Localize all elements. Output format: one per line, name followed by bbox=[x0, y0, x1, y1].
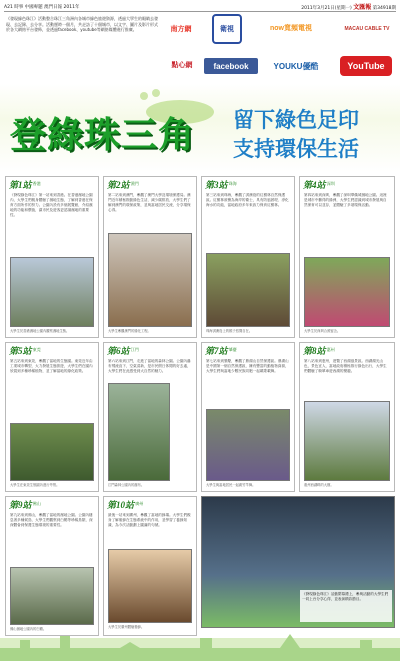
header-date: 2011年3月21日(星期一) 文匯報 第34918期 bbox=[301, 4, 396, 11]
stop-label-9: 第9站 佛山 bbox=[9, 499, 41, 510]
stop-label-1: 第1站 香港 bbox=[9, 179, 41, 190]
stop-label-3: 第3站 珠海 bbox=[205, 179, 237, 190]
stop-text-8: 第八站來到惠州，遊覽了西湖風景區。西湖湖光山色，景色宜人，當地政府積極推行綠色出行，大學生們體驗了騎單車遊西湖的樂趣。 bbox=[304, 359, 387, 373]
stop-card-6 bbox=[103, 342, 197, 492]
stop-caption-3: 珠海淇澳島上的猴子悠閒自在。 bbox=[206, 329, 253, 333]
city-skyline-icon bbox=[0, 626, 400, 661]
stop-card-4 bbox=[299, 176, 395, 338]
banner-subtitle: 留下綠色足印 支持環保生活 bbox=[233, 108, 359, 161]
stop-photo-4 bbox=[304, 257, 390, 327]
logo-facebook: facebook bbox=[204, 58, 258, 74]
stop-caption-2: 大學生參觀澳門的綠化工程。 bbox=[108, 329, 151, 333]
stop-text-4: 第四站來到深圳，參觀了深圳華僑城濕地公園。這裡是城市中難得的綠洲，大學生們認識到城市發展與自然保育可以並存，並體驗了多項環保活動。 bbox=[304, 193, 387, 207]
stop-card-7 bbox=[201, 342, 295, 492]
stop-card-10 bbox=[103, 496, 197, 636]
masthead: 文匯報 bbox=[353, 4, 372, 11]
stop-photo-7 bbox=[206, 409, 290, 481]
stop-caption-6: 江門森林公園內的瀑布。 bbox=[108, 483, 145, 487]
logo-dimsum: 點心網 bbox=[171, 62, 193, 69]
page-header bbox=[4, 3, 396, 12]
stop-label-6: 第6站 江門 bbox=[107, 345, 139, 356]
stop-label-10: 第10站 廣州 bbox=[107, 499, 144, 510]
stop-label-8: 第8站 惠州 bbox=[303, 345, 335, 356]
stop-caption-1: 大學生於香港濕地公園內觀察濕地生態。 bbox=[10, 329, 70, 333]
stop-photo-8 bbox=[304, 401, 390, 481]
stop-photo-10 bbox=[108, 549, 192, 623]
section-label: A21 時事 中國專題 澳門日報 2011年 bbox=[4, 5, 80, 10]
stop-text-7: 第七站來到肇慶，參觀了鼎湖山自然保護區。鼎湖山是中國第一個自然保護區，擁有豐富的動植物資源，大學生們與當地少數民族同胞一起載歌載舞。 bbox=[206, 359, 289, 373]
stop-text-6: 第六站來到江門，走進了當地的森林公園。公園內瀑布飛流直下，空氣清新，是市民假日休閒的好去處，大學生們在此感受到大自然的魅力。 bbox=[108, 359, 191, 373]
logo-tv: 衛視 bbox=[212, 14, 242, 44]
logo-now: now寬頻電視 bbox=[270, 25, 312, 32]
stop-label-7: 第7站 肇慶 bbox=[205, 345, 237, 356]
stop-label-5: 第5站 東莞 bbox=[9, 345, 41, 356]
stop-photo-1 bbox=[10, 257, 94, 327]
stop-photo-3 bbox=[206, 253, 290, 327]
stop-caption-5: 大學生在東莞生態園內進行考察。 bbox=[10, 483, 60, 487]
stop-card-3 bbox=[201, 176, 295, 338]
stop-photo-6 bbox=[108, 383, 170, 481]
stop-label-2: 第2站 澳門 bbox=[107, 179, 139, 190]
stop-caption-10: 大學生於廣州體驗養蜂。 bbox=[108, 625, 145, 629]
stop-card-8 bbox=[299, 342, 395, 492]
banner-title: 登綠珠三角 bbox=[10, 115, 196, 156]
stop-caption-4: 大學生於深圳合照留念。 bbox=[304, 329, 341, 333]
stop-text-1: 《發現綠色珠江》第一站來到香港。在香港濕地公園內，大學生們親身體驗了濕地生態，了解到香港在保育方面所作的努力。公園內設有多個展覽館，介紹濕地的功能和價值，讓市民及遊客更認識濕地的重要性。 bbox=[10, 193, 93, 217]
logo-youtube: YouTube bbox=[340, 56, 392, 76]
stop-card-2 bbox=[103, 176, 197, 338]
stop-text-5: 第五站來到東莞，參觀了當地的生態園。東莞近年由工業城市轉型，大力發展生態旅遊，大學生們在園內欣賞到多種珍稀植物，並了解當地的綠化政策。 bbox=[10, 359, 93, 373]
stop-caption-7: 大學生與當地居民一起跳竹竿舞。 bbox=[206, 483, 256, 487]
stop-text-9: 第九站來到佛山，參觀了當地的濕地公園。公園內棲息著多種候鳥，大學生們觀察到白鶴等珍稀鳥類，深深體會到保護生態環境的重要性。 bbox=[10, 513, 93, 527]
stop-photo-5 bbox=[10, 423, 94, 481]
stop-card-9 bbox=[5, 496, 99, 636]
stop-label-4: 第4站 深圳 bbox=[303, 179, 335, 190]
stop-photo-9 bbox=[10, 567, 94, 625]
stop-card-1 bbox=[5, 176, 99, 338]
logo-youku: YOUKU優酷 bbox=[273, 61, 319, 71]
logo-nanfang: 南方網 bbox=[170, 26, 192, 33]
stop-text-10: 最後一站來到廣州，參觀了當地的蜂場。大學生們親身了解蜜蜂在生態系統中的作用，並學習了養蜂知識，為今次活動劃上圓滿的句號。 bbox=[108, 513, 191, 527]
ceremony-caption: 《發現綠色珠江》活動閉幕禮上，參與活動的大學生們一同上台分享心得，並表演精彩節目。 bbox=[300, 590, 392, 622]
intro-text: 《發現綠色珠江》活動整合珠江三角洲內各城市綠色旅遊資源，透過大學生的眼睛去發現、去記錄、去分享。活動歷時一個月，共走訪了十個城市，以文字、圖片及影片形式於各大網絡平台發佈，並透過facebook、youtube等網絡媒體進行推廣。 bbox=[6, 16, 158, 33]
stop-caption-8: 惠州西湖畔的大樹。 bbox=[304, 483, 334, 487]
stop-card-5 bbox=[5, 342, 99, 492]
stop-caption-9: 佛山濕地公園內的白鶴。 bbox=[10, 627, 47, 631]
logo-macau-cable: MACAU CABLE TV bbox=[344, 26, 390, 32]
stop-photo-2 bbox=[108, 233, 192, 327]
stop-text-3: 第三站來到珠海，參觀了淇澳島的紅樹林自然保護區。紅樹林被譽為海岸的衛士，具有防風固堤、淨化海水的功能，當地政府多年來致力保育紅樹林。 bbox=[206, 193, 289, 207]
stop-text-2: 第二站來到澳門，參觀了澳門大學及環境保護局。澳門近年積極推動綠色生活，減少碳排放，大學生們了解到澳門的環保政策，並與當地居民交流，分享環保心得。 bbox=[108, 193, 191, 212]
